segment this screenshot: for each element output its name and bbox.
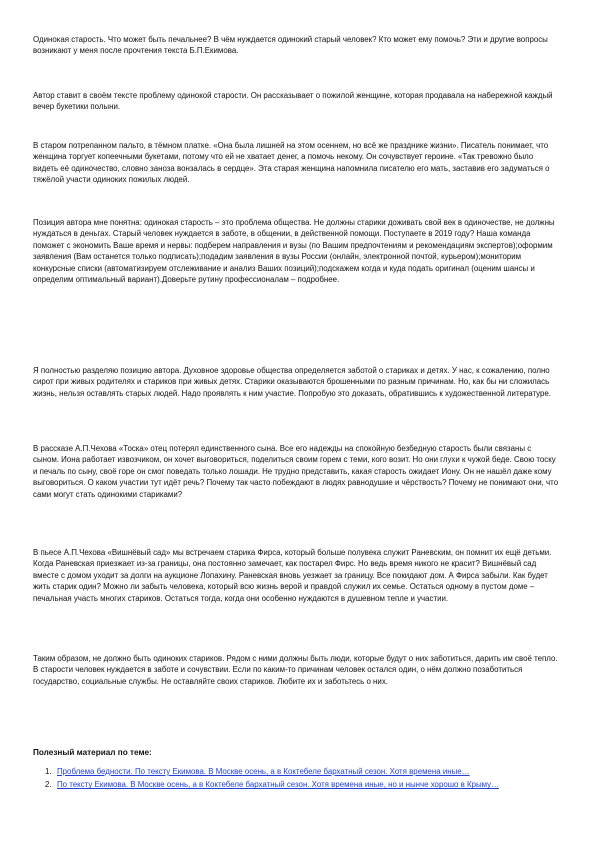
related-heading: Полезный материал по теме: <box>33 748 152 757</box>
paragraph-argument-2: В пьесе А.П.Чехова «Вишнёвый сад» мы встречаем старика Фирса, который больше полувека служит Раневским, он помнит их ещё детьми. Когда Раневская приезжает из-за границы, она постоянно замечает, как постарел Фирс. Но ведь время никого не красит? Вишнёвый сад вместе с домом уходит за долги на аукционе Лопахину. Раневская вновь уезжает за границу. Все покидают дом. А Фирса забыли. Как будет жить старик один? Можно ли забыть человека, который всю жизнь верой и правдой служил их семье. Остаться одному в пустом доме – печальная участь многих стариков. Остаться тогда, когда они особенно нуждаются в душевном тепле и участии. <box>33 548 552 603</box>
list-item <box>33 766 559 777</box>
related-link-2[interactable]: По тексту Екимова. В Москве осень, а в Коктебеле бархатный сезон. Хотя времена иные, но и нынче хорошо в Крыму… <box>57 780 500 790</box>
paragraph-problem: Автор ставит в своём тексте проблему одинокой старости. Он рассказывает о пожилой женщине, которая продавала на набережной каждый вечер букетики полыни. <box>33 91 553 112</box>
list-number: 2. <box>45 780 52 790</box>
paragraph-conclusion: Таким образом, не должно быть одиноких стариков. Рядом с ними должны быть люди, которые будут о них заботиться, дарить им своё тепло. В старости человек нуждается в заботе и сочувствии. Если по каким-то причинам человек остался один, о нём должно позаботиться государство, социальные службы. Не оставляйте своих стариков. Любите их и заботьтесь о них. <box>33 654 558 686</box>
list-number: 1. <box>45 767 52 776</box>
paragraph-own-opinion: Я полностью разделяю позицию автора. Духовное здоровье общества определяется заботой о стариках и детях. У нас, к сожалению, полно сирот при живых родителях и стариков при живых детях. Старики оказываются брошенными по разным причинам. Но, как бы ни сложилась жизнь, нельзя оставлять старых людей. Надо проявлять к ним участие. Попробую это доказать, обратившись к художественной литературе. <box>33 366 551 398</box>
paragraph-argument-1: В рассказе А.П.Чехова «Тоска» отец потерял единственного сына. Все его надежды на спокойную безбедную старость были связаны с сыном. Иона работает извозчиком, он хочет выговориться, поделиться своим горем с теми, кого возит. Но они глухи к чужой беде. Свою тоску и печаль по сыну, своё горе он смог поведать только лошади. Не трудно представить, какая старость ожидает Иону. Он не нашёл даже кому выговориться. О каком участии тут идёт речь? Почему так часто побеждают в людях равнодушие и чёрствость? Почему не понимают они, что сами могут стать одинокими стариками? <box>33 444 559 499</box>
paragraph-commentary: В старом потрепанном пальто, в тёмном платке. «Она была лишней на этом осеннем, но всё же празднике жизни». Писатель понимает, что женщина торгует копеечными букетами, потому что ей не хватает денег, а помочь некому. Он сочувствует героине. «Так тревожно было видеть её одиночество, словно заноза вонзалась в сердце». Эта старая женщина напомнила писателю его мать, заставив его задуматься о тяжёлой участи одиноких пожилых людей. <box>33 141 550 185</box>
paragraph-author-position: Позиция автора мне понятна: одинокая старость – это проблема общества. Не должны старики доживать свой век в одиночестве, не должны нуждаться в деньгах. Старый человек нуждается в заботе, в общении, в действенной помощи. Поступаете в 2019 году? Наша команда поможет с экономить Ваше время и нервы: подберем направления и вузы (по Вашим предпочтениям и рекомендациям экспертов);оформим заявления (Вам останется только подписать);подадим заявления в вузы России (онлайн, электронной почтой, курьером);мониторим конкурсные списки (автоматизируем отслеживание и анализ Ваших позиций);подскажем когда и куда подать оригинал (оценим шансы и определим оптимальный вариант).Доверьте рутину профессионалам – подробнее. <box>33 218 555 285</box>
related-links-list <box>33 766 559 792</box>
list-item <box>33 779 559 790</box>
paragraph-intro: Одинокая старость. Что может быть печальнее? В чём нуждается одинокий старый человек? Кто может ему помочь? Эти и другие вопросы возникают у меня после прочтения текста Б.П.Екимова. <box>33 35 548 56</box>
related-link-1[interactable]: Проблема бедности. По тексту Екимова. В Москве осень, а в Коктебеле бархатный сезон. Хотя времена иные… <box>57 767 470 776</box>
